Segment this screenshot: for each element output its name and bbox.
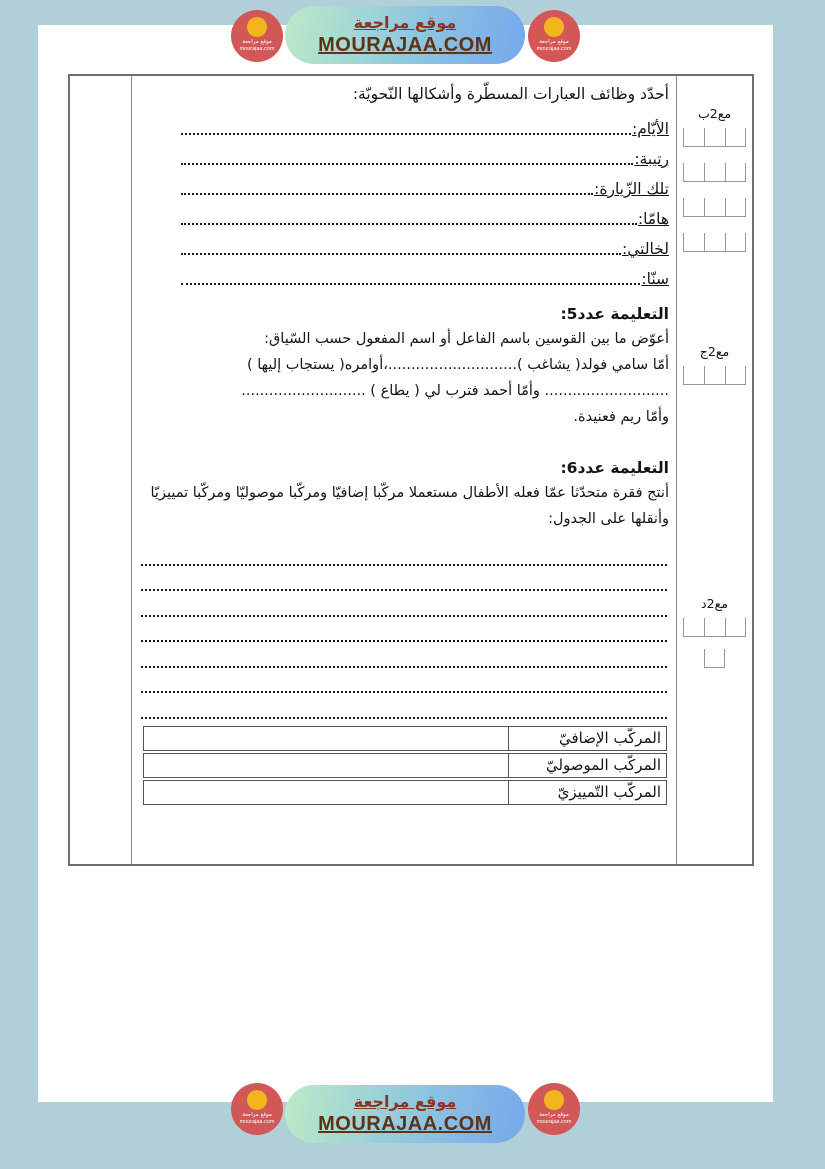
logo-icon <box>247 1090 267 1110</box>
score-box <box>725 198 746 217</box>
answer-table <box>143 726 667 805</box>
exercise4-heading: أحدّد وظائف العبارات المسطّرة وأشكالها النّحويّة: <box>352 85 669 103</box>
exercise5-sentence[interactable]: أمّا سامي فولد( يشاغب )............................،أوامره( يستجاب إليها ) <box>246 357 669 373</box>
score-box <box>704 198 725 217</box>
underlined-word-label: الأيّام: <box>631 120 669 138</box>
exercise6-heading: التعليمة عدد6: <box>560 459 669 477</box>
criteria-margin <box>676 76 752 864</box>
score-column <box>70 76 132 864</box>
score-box <box>704 128 725 147</box>
badge-site-domain: mourajaa.com <box>239 1119 275 1125</box>
answer-line <box>139 200 669 230</box>
criteria-mark-d <box>677 596 752 668</box>
score-box <box>725 128 746 147</box>
table-answer-cell[interactable] <box>144 754 508 777</box>
underlined-word-label: لخالتي: <box>622 240 669 258</box>
writing-area <box>139 540 669 719</box>
criteria-mark-j <box>677 344 752 385</box>
score-box <box>704 163 725 182</box>
badge-site-domain: mourajaa.com <box>536 46 572 52</box>
score-box-group <box>683 198 746 217</box>
answer-dots[interactable] <box>181 283 640 285</box>
answer-line <box>139 230 669 260</box>
criteria-code: مع2ب <box>697 106 732 121</box>
answer-line <box>139 170 669 200</box>
underlined-word-label: هامّا: <box>637 210 669 228</box>
score-box <box>683 163 704 182</box>
writing-line[interactable] <box>141 566 667 592</box>
answer-line <box>139 140 669 170</box>
table-row <box>143 780 667 805</box>
criteria-code: مع2د <box>701 596 728 611</box>
score-box-single <box>704 649 725 668</box>
exercise5-heading: التعليمة عدد5: <box>560 305 669 323</box>
logo-icon <box>544 1090 564 1110</box>
exercise4-answer-lines <box>139 110 669 290</box>
site-banner <box>285 1085 525 1143</box>
exercise5-sentence: وأمّا ريم فعنيدة. <box>573 409 669 425</box>
answer-line <box>139 110 669 140</box>
score-box <box>683 198 704 217</box>
table-row-label: المركّب الموصوليّ <box>508 754 666 777</box>
exercise5-instruction: أعوّض ما بين القوسين باسم الفاعل أو اسم المفعول حسب السّياق: <box>264 331 669 347</box>
site-banner <box>285 6 525 64</box>
score-box-group <box>683 366 746 385</box>
table-answer-cell[interactable] <box>144 727 508 750</box>
badge-site-name: موقع مراجعة <box>539 39 569 45</box>
answer-dots[interactable] <box>181 133 631 135</box>
underlined-word-label: سنّا: <box>641 270 669 288</box>
exercise5-section <box>139 302 669 430</box>
writing-line[interactable] <box>141 642 667 668</box>
site-logo-badge <box>528 1083 580 1135</box>
badge-site-domain: mourajaa.com <box>536 1119 572 1125</box>
score-box-group <box>683 233 746 252</box>
writing-line[interactable] <box>141 668 667 694</box>
site-domain-link[interactable]: MOURAJAA.COM <box>318 34 492 56</box>
underlined-word-label: رتيبة: <box>634 150 669 168</box>
score-box <box>683 128 704 147</box>
badge-site-name: موقع مراجعة <box>242 1112 272 1118</box>
site-logo-badge <box>231 1083 283 1135</box>
score-box <box>683 366 704 385</box>
logo-icon <box>247 17 267 37</box>
answer-line <box>139 260 669 290</box>
score-box <box>725 233 746 252</box>
score-box-group <box>683 163 746 182</box>
score-box <box>704 233 725 252</box>
score-box <box>683 233 704 252</box>
writing-line[interactable] <box>141 617 667 643</box>
site-name-arabic[interactable]: موقع مراجعة <box>353 13 457 32</box>
exercise6-instruction: أنتج فقرة متحدّثا عمّا فعله الأطفال مستعملا مركّبا إضافيّا ومركّبا موصوليّا ومركّبا تمييزيّا وأنقلها على الجدول: <box>150 485 669 527</box>
site-logo-badge <box>528 10 580 62</box>
site-domain-link[interactable]: MOURAJAA.COM <box>318 1113 492 1135</box>
answer-dots[interactable] <box>181 253 621 255</box>
writing-line[interactable] <box>141 591 667 617</box>
badge-site-name: موقع مراجعة <box>242 39 272 45</box>
exercise5-sentence[interactable]: ........................... وأمّا أحمد فترب لي ( يطاع ) ........................... <box>241 383 669 399</box>
badge-site-domain: mourajaa.com <box>239 46 275 52</box>
answer-dots[interactable] <box>181 223 637 225</box>
exercise6-section <box>139 456 669 532</box>
underlined-word-label: تلك الزّيارة: <box>594 180 669 198</box>
table-row-label: المركّب التّمييزيّ <box>508 781 666 804</box>
badge-site-name: موقع مراجعة <box>539 1112 569 1118</box>
writing-line[interactable] <box>141 540 667 566</box>
score-box <box>683 618 704 637</box>
answer-dots[interactable] <box>181 163 633 165</box>
score-box <box>704 366 725 385</box>
answer-dots[interactable] <box>181 193 593 195</box>
criteria-mark-b <box>677 106 752 252</box>
criteria-code: مع2ج <box>699 344 730 359</box>
exam-content <box>132 76 676 864</box>
table-row <box>143 753 667 778</box>
table-row <box>143 726 667 751</box>
score-box-group <box>683 128 746 147</box>
writing-line[interactable] <box>141 693 667 719</box>
score-box <box>704 618 725 637</box>
score-box <box>725 163 746 182</box>
table-row-label: المركّب الإضافيّ <box>508 727 666 750</box>
score-box-group <box>683 618 746 637</box>
site-logo-badge <box>231 10 283 62</box>
score-box <box>725 618 746 637</box>
site-name-arabic[interactable]: موقع مراجعة <box>353 1092 457 1111</box>
score-box <box>725 366 746 385</box>
logo-icon <box>544 17 564 37</box>
exam-frame <box>68 74 754 866</box>
table-answer-cell[interactable] <box>144 781 508 804</box>
